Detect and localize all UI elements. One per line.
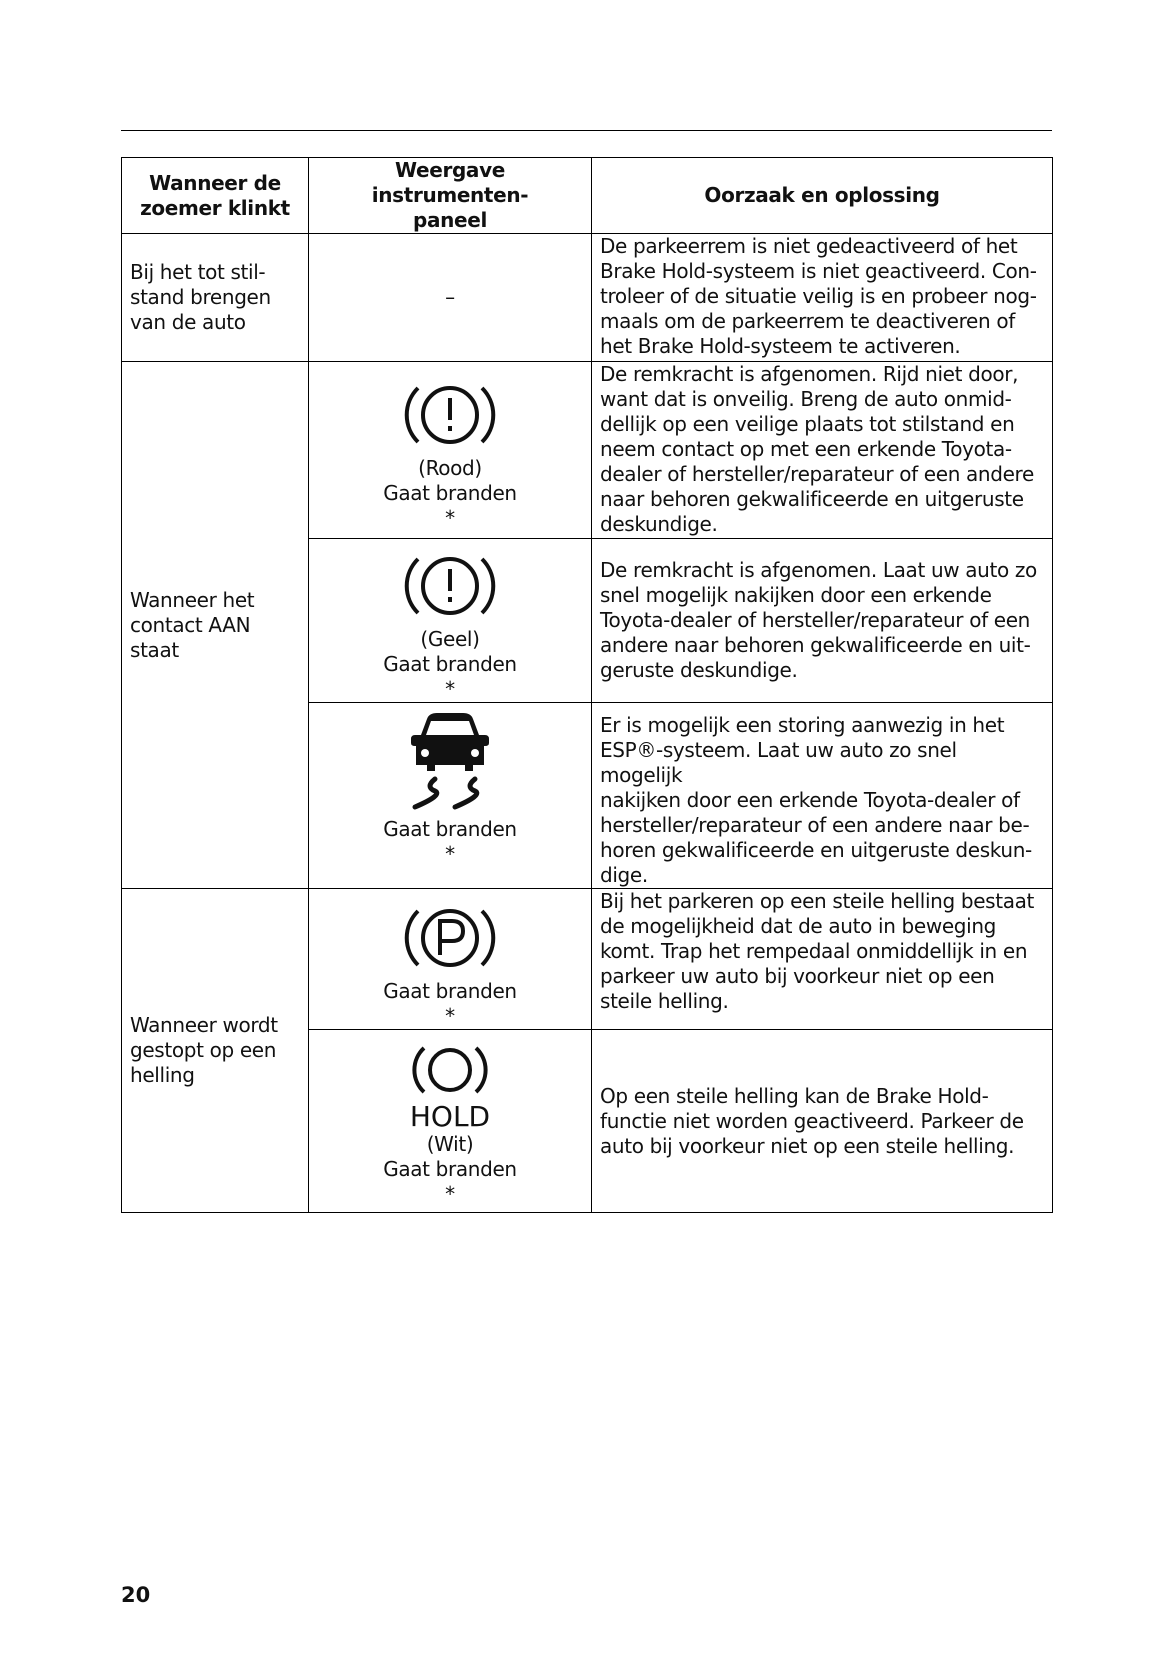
- cause-line: Er is mogelijk een storing aanwezig in het: [600, 713, 1005, 737]
- cause-line: dealer of hersteller/reparateur of een andere: [600, 462, 1034, 486]
- color-label: (Rood): [418, 456, 482, 480]
- display-cell: [309, 362, 592, 539]
- condition-line: stand brengen: [130, 285, 271, 309]
- condition-line: staat: [130, 637, 179, 662]
- footnote-star: *: [445, 677, 455, 701]
- condition-cell: [122, 889, 309, 1213]
- display-cell: [309, 539, 592, 703]
- cause-line: komt. Trap het rempedaal onmiddellijk in en: [600, 939, 1028, 963]
- cause-line: De remkracht is afgenomen. Laat uw auto zo: [600, 558, 1037, 582]
- cause-line: Bij het parkeren op een steile helling bestaat: [600, 889, 1035, 913]
- color-label: (Wit): [426, 1132, 474, 1156]
- header-col1: [122, 158, 309, 234]
- footnote-star: *: [445, 1182, 455, 1206]
- esp-skid-icon: [405, 709, 495, 811]
- header-col2-line: Weergave instrumenten-: [371, 158, 529, 207]
- cause-line: auto bij voorkeur niet op een steile helling.: [600, 1133, 1015, 1158]
- cause-line: het Brake Hold-systeem te activeren.: [600, 334, 961, 358]
- cause-cell: [592, 539, 1053, 703]
- cause-cell: [592, 703, 1053, 889]
- cause-line: dige.: [600, 863, 648, 887]
- cause-line: horen gekwalificeerde en uitgeruste deskun-: [600, 838, 1032, 862]
- cause-line: Brake Hold-systeem is niet geactiveerd. Con-: [600, 259, 1037, 283]
- cause-line: troleer of de situatie veilig is en probeer nog-: [600, 284, 1037, 308]
- cause-line: Op een steile helling kan de Brake Hold-: [600, 1083, 989, 1108]
- display-cell: [309, 234, 592, 362]
- parking-brake-icon: [402, 897, 498, 979]
- display-dash: –: [445, 285, 455, 309]
- status-text: Gaat branden: [383, 652, 517, 676]
- cause-line: De parkeerrem is niet gedeactiveerd of het: [600, 234, 1018, 258]
- cause-line: geruste deskundige.: [600, 658, 798, 682]
- brake-warning-icon: [402, 374, 498, 456]
- header-col2-line: paneel: [413, 208, 487, 232]
- color-label: (Geel): [420, 627, 480, 651]
- condition-line: van de auto: [130, 310, 246, 334]
- cause-line: Toyota-dealer of hersteller/reparateur of een: [600, 608, 1031, 632]
- header-col2: [309, 158, 592, 234]
- cause-line: want dat is onveilig. Breng de auto onmid-: [600, 387, 1012, 411]
- display-cell: [309, 703, 592, 889]
- header-col1-line: zoemer klinkt: [140, 195, 290, 220]
- cause-line: naar behoren gekwalificeerde en uitgeruste: [600, 487, 1024, 511]
- condition-line: contact AAN: [130, 612, 251, 637]
- condition-line: Wanneer het: [130, 587, 255, 612]
- cause-line: hersteller/reparateur of een andere naar be-: [600, 813, 1030, 837]
- condition-line: Wanneer wordt: [130, 1013, 278, 1037]
- cause-cell: [592, 234, 1053, 362]
- table-row: [122, 889, 1053, 1030]
- top-rule: [121, 130, 1052, 131]
- cause-cell: [592, 1030, 1053, 1213]
- condition-line: gestopt op een: [130, 1038, 277, 1062]
- warning-table: [121, 157, 1053, 1213]
- cause-line: functie niet worden geactiveerd. Parkeer de: [600, 1108, 1024, 1133]
- header-col3: Oorzaak en oplossing: [592, 158, 1053, 234]
- page-number: 20: [121, 1583, 151, 1607]
- cause-line: De remkracht is afgenomen. Rijd niet door,: [600, 362, 1019, 386]
- cause-cell: [592, 362, 1053, 539]
- table-row: [122, 362, 1053, 539]
- footnote-star: *: [445, 1004, 455, 1028]
- cause-line: dellijk op een veilige plaats tot stilstand en: [600, 412, 1015, 436]
- status-text: Gaat branden: [383, 1157, 517, 1181]
- cause-line: deskundige.: [600, 512, 718, 536]
- cause-line: parkeer uw auto bij voorkeur niet op een: [600, 964, 995, 988]
- hold-label: HOLD: [409, 1100, 491, 1133]
- condition-line: Bij het tot stil-: [130, 260, 266, 284]
- cause-line: maals om de parkeerrem te deactiveren of: [600, 309, 1015, 333]
- condition-line: helling: [130, 1063, 195, 1087]
- display-cell: [309, 1030, 592, 1213]
- cause-line: andere naar behoren gekwalificeerde en uit-: [600, 633, 1031, 657]
- condition-cell: [122, 234, 309, 362]
- condition-cell: [122, 362, 309, 889]
- cause-line: nakijken door een erkende Toyota-dealer of: [600, 788, 1020, 812]
- footnote-star: *: [445, 506, 455, 530]
- cause-line: de mogelijkheid dat de auto in beweging: [600, 914, 997, 938]
- brake-hold-icon: [410, 1038, 490, 1102]
- footnote-star: *: [445, 842, 455, 866]
- cause-line: snel mogelijk nakijken door een erkende: [600, 583, 992, 607]
- brake-warning-icon: [402, 545, 498, 627]
- status-text: Gaat branden: [383, 979, 517, 1003]
- cause-line: steile helling.: [600, 989, 729, 1013]
- cause-line: neem contact op met een erkende Toyota-: [600, 437, 1012, 461]
- status-text: Gaat branden: [383, 817, 517, 841]
- cause-line: ESP®-systeem. Laat uw auto zo snel mogelijk: [600, 738, 957, 787]
- table-row: [122, 234, 1053, 362]
- header-col1-line: Wanneer de: [149, 170, 281, 195]
- display-cell: [309, 889, 592, 1030]
- cause-cell: [592, 889, 1053, 1030]
- status-text: Gaat branden: [383, 481, 517, 505]
- table-header-row: [122, 158, 1053, 234]
